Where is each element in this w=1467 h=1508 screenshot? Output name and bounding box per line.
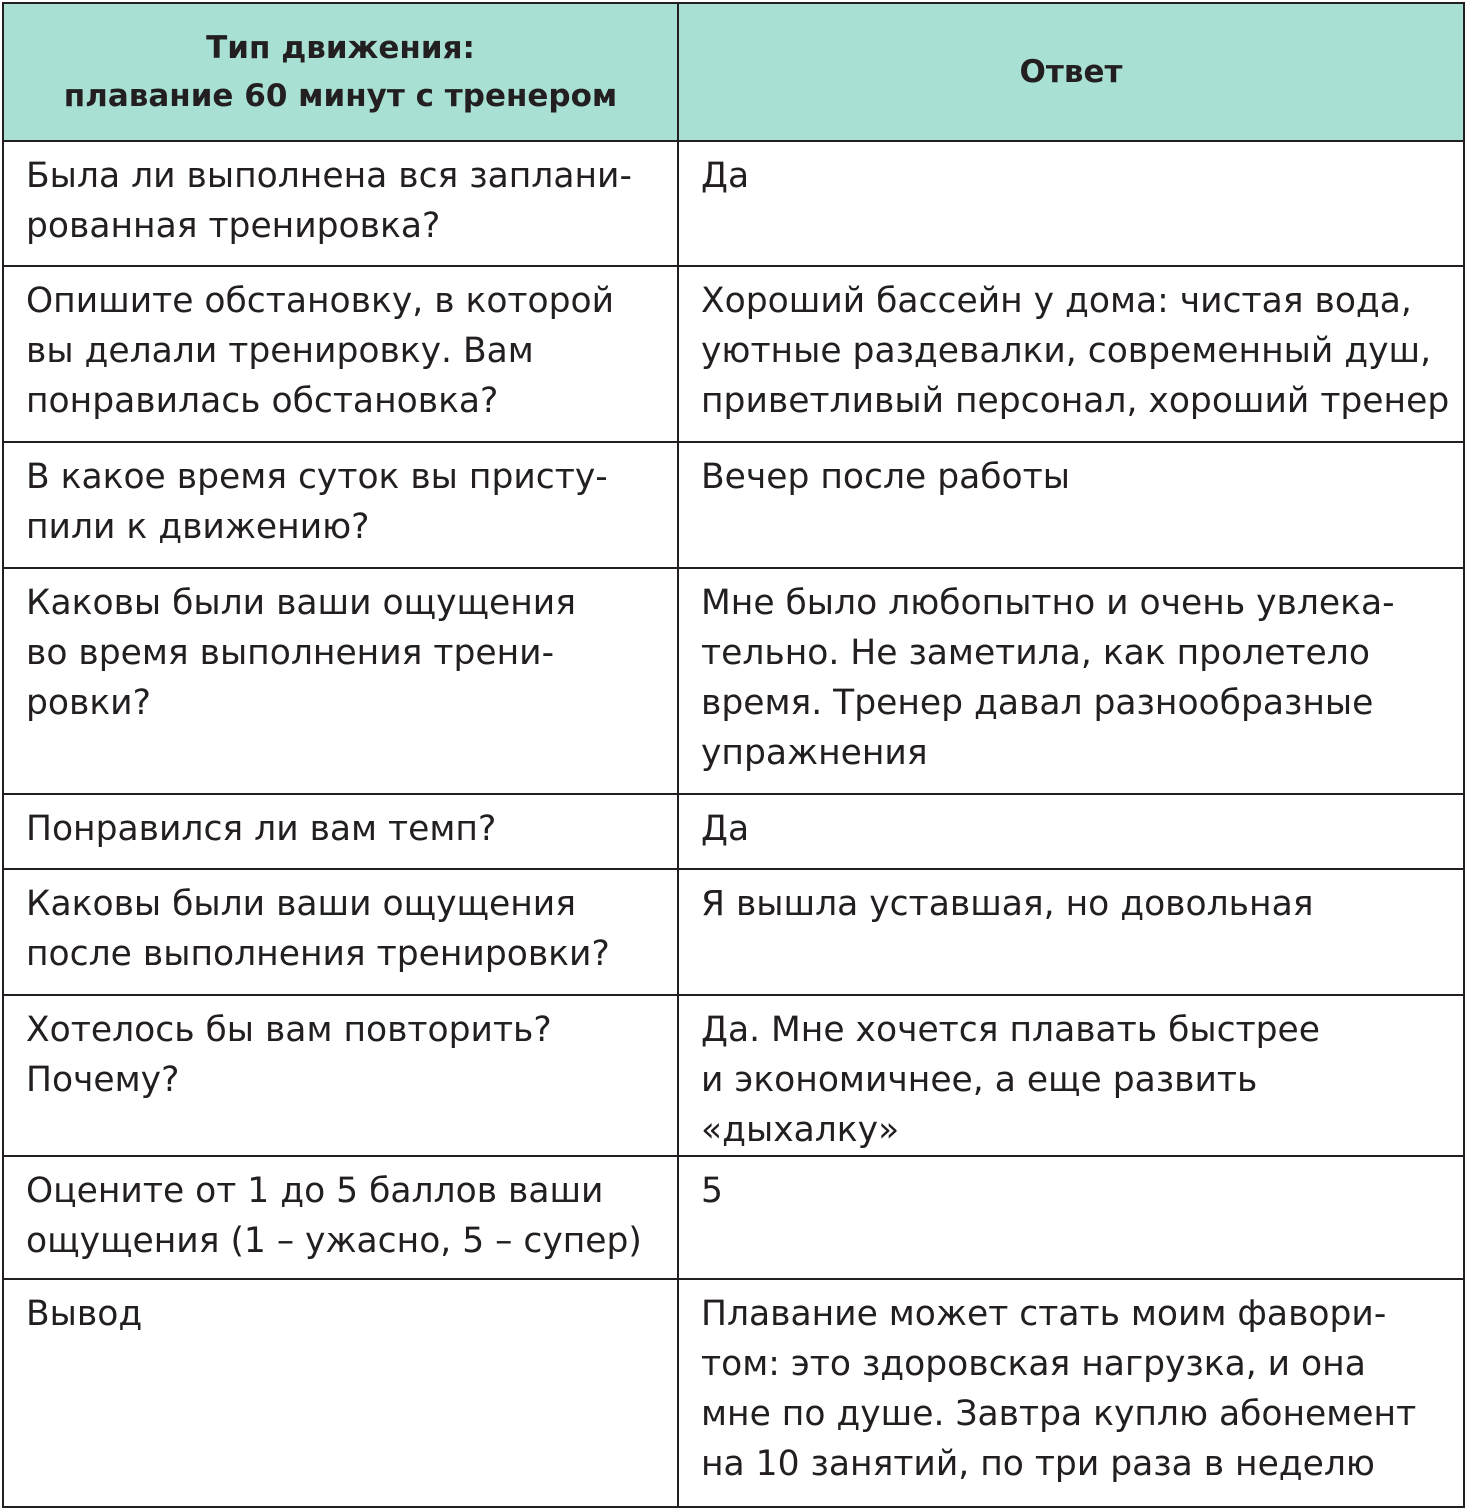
question-cell: Понравился ли вам темп? xyxy=(3,794,678,869)
question-cell: Вывод xyxy=(3,1279,678,1507)
table-row xyxy=(3,442,1464,568)
question-cell: Каковы были ваши ощущения после выполнения тренировки? xyxy=(3,869,678,995)
question-cell: Опишите обстановку, в которой вы делали тренировку. Вам понравилась обстановка? xyxy=(3,266,678,442)
table-row xyxy=(3,141,1464,266)
answer-cell: Вечер после работы xyxy=(678,442,1464,568)
answer-cell: Да xyxy=(678,141,1464,266)
header-row xyxy=(3,3,1464,141)
answer-cell: 5 xyxy=(678,1156,1464,1279)
question-cell: Была ли выполнена вся заплани- рованная тренировка? xyxy=(3,141,678,266)
answer-cell: Мне было любопытно и очень увлека- тельно. Не заметила, как пролетело время. Тренер давал разнообразные упражнения xyxy=(678,568,1464,794)
answer-cell: Да xyxy=(678,794,1464,869)
table-row xyxy=(3,794,1464,869)
training-evaluation-table xyxy=(2,2,1465,1508)
header-question-cell xyxy=(3,3,678,141)
answer-cell: Я вышла уставшая, но довольная xyxy=(678,869,1464,995)
table-row xyxy=(3,1156,1464,1279)
question-cell: Оцените от 1 до 5 баллов ваши ощущения (1 – ужасно, 5 – супер) xyxy=(3,1156,678,1279)
answer-cell: Хороший бассейн у дома: чистая вода, уютные раздевалки, современный душ, приветливый персонал, хороший тренер xyxy=(678,266,1464,442)
header-answer-cell: Ответ xyxy=(678,3,1464,141)
table-row xyxy=(3,995,1464,1156)
table-row xyxy=(3,568,1464,794)
answer-cell: Да. Мне хочется плавать быстрее и экономичнее, а еще развить «дыхалку» xyxy=(678,995,1464,1156)
question-cell: Хотелось бы вам повторить? Почему? xyxy=(3,995,678,1156)
answer-cell: Плавание может стать моим фавори- том: это здоровская нагрузка, и она мне по душе. Завтра куплю абонемент на 10 занятий, по три раза в неделю xyxy=(678,1279,1464,1507)
question-cell: Каковы были ваши ощущения во время выполнения трени- ровки? xyxy=(3,568,678,794)
table-row xyxy=(3,1279,1464,1507)
table-row xyxy=(3,266,1464,442)
table-row xyxy=(3,869,1464,995)
question-cell: В какое время суток вы присту- пили к движению? xyxy=(3,442,678,568)
header-question-line1: Тип движения: xyxy=(206,30,475,66)
header-question-line2: плавание 60 минут с тренером xyxy=(63,78,618,114)
